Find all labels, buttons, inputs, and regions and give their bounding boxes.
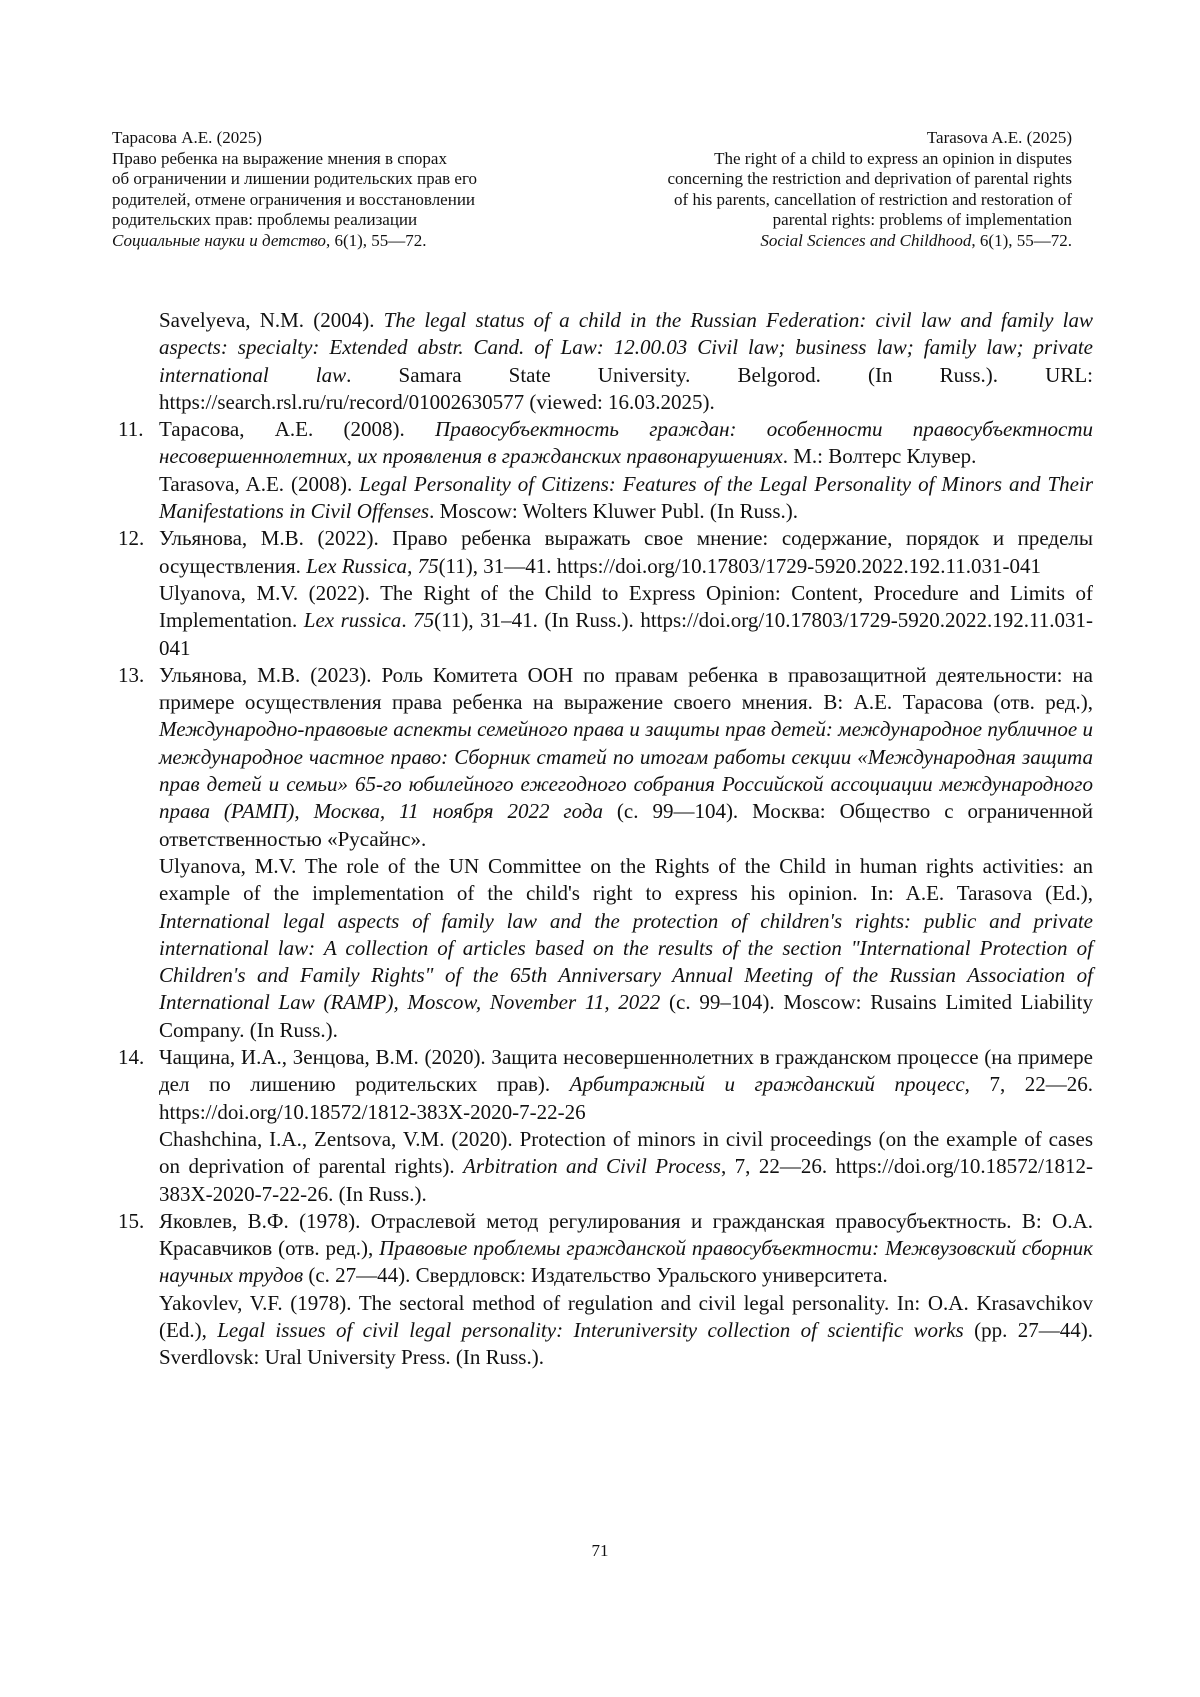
reference-original <box>159 525 1093 580</box>
reference-text: . Samara State University. Belgorod. (In Russ.). URL: https://search.rsl.ru/ru/record/01002630577 (viewed: 16.03.2025). <box>159 362 1093 414</box>
reference-text: Тарасова, А.Е. (2008). <box>159 417 436 442</box>
reference-text: Tarasova, A.E. (2008). <box>159 471 360 496</box>
reference-original <box>159 1044 1093 1126</box>
header-author-ru: Тарасова А.Е. (2025) <box>112 128 262 147</box>
header-journal-en <box>667 231 1072 252</box>
reference-original <box>159 307 1093 416</box>
reference-title-italic: 75 <box>417 553 439 578</box>
header-title-line: родительских прав: проблемы реализации <box>112 210 418 229</box>
reference-title-italic: The legal status of a child in the Russian Federation: civil law and family law aspects: specialty: Extended abstr. Cand. of Law: 12.00.03 Civil law; business law; family law; private international law <box>159 308 1093 387</box>
reference-title-italic: Арбитражный и гражданский процесс <box>569 1072 965 1097</box>
header-title-line: The right of a child to express an opinion in disputes <box>714 148 1072 168</box>
reference-text: Chashchina, I.A., Zentsova, V.M. (2020). Protection of minors in civil proceedings (on the example of cases on deprivation of parental rights). <box>159 1126 1093 1179</box>
journal-issue: , 6(1), 55—72. <box>971 230 1072 250</box>
reference-translation <box>159 1290 1093 1372</box>
reference-text: Ульянова, М.В. (2022). Право ребенка выражать свое мнение: содержание, порядок и пределы осуществления. <box>159 526 1093 578</box>
reference-text: Ульянова, М.В. (2023). Роль Комитета ООН по правам ребенка в правозащитной деятельности: на примере осуществления права ребенка на выражение своего мнения. В: А.Е. Тарасова (отв. ред.), <box>159 662 1093 715</box>
reference-item <box>118 1208 1093 1372</box>
header-russian <box>112 128 477 251</box>
reference-number: 12. <box>118 526 145 551</box>
header-author-en: Tarasova A.E. (2025) <box>926 128 1072 147</box>
reference-text: (pp. 27—44). Sverdlovsk: Ural University Press. (In Russ.). <box>159 1317 1093 1370</box>
reference-translation <box>159 853 1093 1044</box>
reference-item <box>118 1044 1093 1208</box>
reference-text: (c. 99–104). Moscow: Rusains Limited Liability Company. (In Russ.). <box>159 990 1093 1042</box>
reference-text: . Moscow: Wolters Kluwer Publ. (In Russ.). <box>429 499 798 524</box>
reference-original <box>159 662 1093 853</box>
reference-text: Ulyanova, M.V. The role of the UN Committee on the Rights of the Child in human rights activities: an example of the implementation of the child's right to express his opinion. In: A.E. Tarasova (Ed.), <box>159 853 1093 906</box>
reference-title-italic: Legal issues of civil legal personality: Interuniversity collection of scientific works <box>217 1317 964 1342</box>
reference-text: Yakovlev, V.F. (1978). The sectoral method of regulation and civil legal personality. In: O.A. Krasavchikov (Ed.), <box>159 1290 1093 1342</box>
reference-number: 11. <box>118 417 144 442</box>
header-journal-ru <box>112 231 477 252</box>
reference-title-italic: Lex russica <box>303 608 402 633</box>
header-title-line: родителей, отмене ограничения и восстановлении <box>112 189 476 209</box>
header-english <box>667 128 1072 251</box>
reference-translation <box>159 1126 1093 1208</box>
reference-number: 14. <box>118 1045 145 1070</box>
reference-number: 13. <box>118 662 145 687</box>
reference-text: (с. 99—104). Москва: Общество с ограниченной ответственностью «Русайнс». <box>159 799 1093 851</box>
header-title-line: concerning the restriction and deprivation of parental rights <box>667 169 1072 188</box>
reference-text: (11), 31–41. (In Russ.). https://doi.org/10.17803/1729-5920.2022.192.11.031-041 <box>159 608 1093 660</box>
reference-translation <box>159 471 1093 526</box>
reference-title-italic: Правовые проблемы гражданской правосубъектности: Межвузовский сборник научных трудов <box>159 1236 1093 1288</box>
reference-text: (с. 27—44). Свердловск: Издательство Уральского университета. <box>303 1263 888 1288</box>
reference-number: 15. <box>118 1208 145 1233</box>
reference-text: . <box>401 608 414 633</box>
reference-text: Яковлев, В.Ф. (1978). Отраслевой метод регулирования и гражданская правосубъектность. В: О.А. Красавчиков (отв. ред.), <box>159 1208 1093 1261</box>
reference-list <box>118 307 1093 1372</box>
header-title-line: of his parents, cancellation of restriction and restoration of <box>674 189 1072 209</box>
reference-title-italic: International legal aspects of family law and the protection of children's rights: public and private international law: A collection of articles based on the results of the section "International Protection of Children's and Family Rights" of the 65th Anniversary Annual Meeting of the Russian Association of International Law (RAMP), Moscow, November 11, 2022 <box>159 908 1093 1015</box>
reference-text: , 7, 22—26. https://doi.org/10.18572/1812-383X-2020-7-22-26. (In Russ.). <box>159 1154 1093 1206</box>
reference-text: Ulyanova, M.V. (2022). The Right of the Child to Express Opinion: Content, Procedure and Limits of Implementation. <box>159 580 1093 633</box>
journal-name: Social Sciences and Childhood <box>760 230 972 250</box>
header-title-line: parental rights: problems of implementation <box>772 210 1072 229</box>
reference-text: , 7, 22—26. https://doi.org/10.18572/1812-383X-2020-7-22-26 <box>159 1072 1093 1124</box>
running-header <box>112 128 1072 251</box>
reference-text: (11), 31—41. https://doi.org/10.17803/1729-5920.2022.192.11.031-041 <box>438 553 1041 578</box>
reference-original <box>159 416 1093 471</box>
reference-item <box>118 307 1093 416</box>
header-title-line: об ограничении и лишении родительских прав его <box>112 169 477 188</box>
reference-text: Savelyeva, N.M. (2004). <box>159 308 384 332</box>
reference-text: . М.: Волтерс Клувер. <box>782 444 977 469</box>
reference-item <box>118 525 1093 661</box>
header-title-line: Право ребенка на выражение мнения в спорах <box>112 148 447 168</box>
reference-title-italic: Правосубъектность граждан: особенности правосубъектности несовершеннолетних, их проявления в гражданских правонарушениях <box>159 417 1093 469</box>
page-number: 71 <box>591 1541 609 1560</box>
reference-title-italic: Lex Russica <box>306 553 408 578</box>
reference-title-italic: Legal Personality of Citizens: Features of the Legal Personality of Minors and Their Manifestations in Civil Offenses <box>159 471 1093 524</box>
reference-title-italic: Международно-правовые аспекты семейного права и защиты прав детей: международное публичное и международное частное право: Сборник статей по итогам работы секции «Международная защита прав детей и семьи» 65-го юбилейного ежегодного собрания Российской ассоциации международного права (РАМП), Москва, 11 ноября 2022 года <box>159 717 1093 824</box>
reference-text: Чащина, И.А., Зенцова, В.М. (2020). Защита несовершеннолетних в гражданском процессе (на примере дел по лишению родительских прав). <box>159 1045 1093 1097</box>
reference-original <box>159 1208 1093 1290</box>
reference-item <box>118 662 1093 1044</box>
reference-text: , <box>407 553 418 578</box>
reference-title-italic: 75 <box>413 608 435 633</box>
journal-issue: , 6(1), 55—72. <box>325 230 427 250</box>
reference-item <box>118 416 1093 525</box>
reference-title-italic: Arbitration and Civil Process <box>463 1154 721 1179</box>
journal-name: Социальные науки и детство <box>112 230 326 250</box>
reference-translation <box>159 580 1093 662</box>
